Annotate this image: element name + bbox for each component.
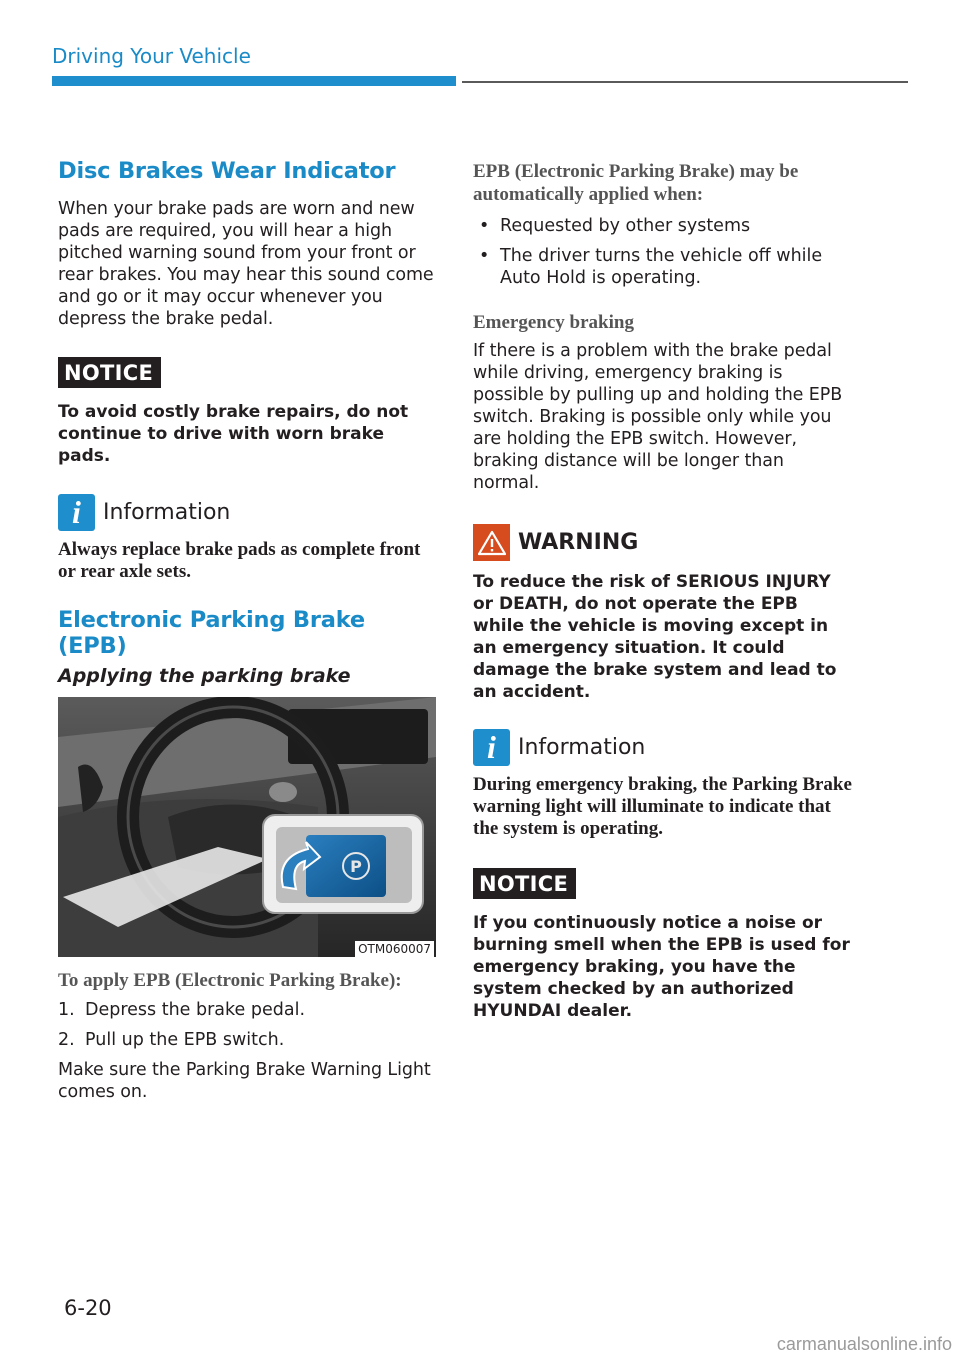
- auto-apply-heading: EPB (Electronic Parking Brake) may be automatically applied when:: [473, 161, 799, 205]
- list-item: • Requested by other systems: [479, 216, 751, 236]
- list-item: • The driver turns the vehicle off while Auto Hold is operating.: [479, 246, 823, 288]
- notice-badge: NOTICE: [473, 868, 576, 899]
- figure-code: OTM060007: [355, 941, 434, 957]
- list-item: 2. Pull up the EPB switch.: [58, 1030, 285, 1050]
- information-title: Information: [103, 500, 231, 525]
- emergency-braking-heading: Emergency braking: [473, 312, 634, 333]
- dashboard-illustration: [58, 697, 436, 957]
- notice-block-2: [473, 868, 853, 1022]
- information-icon: i: [58, 494, 95, 531]
- notice-badge: NOTICE: [58, 357, 161, 388]
- right-column: [473, 160, 853, 1022]
- header-rule-blue: [52, 76, 456, 86]
- information-header: [58, 494, 440, 531]
- disc-brakes-body: When your brake pads are worn and new pads are required, you will hear a high pitched warning sound from your front or rear brakes. You may hear this sound come and go or it may occur whenever you depress the brake pedal.: [58, 199, 434, 329]
- auto-apply-list: [473, 215, 853, 289]
- section-title-disc-brakes: Disc Brakes Wear Indicator: [58, 158, 396, 184]
- watermark: carmanualsonline.info: [776, 1334, 952, 1354]
- warning-title: WARNING: [518, 530, 639, 555]
- information-block-2: [473, 729, 853, 840]
- information-block-1: [58, 494, 440, 583]
- information-title: Information: [518, 735, 646, 760]
- apply-note: Make sure the Parking Brake Warning Light comes on.: [58, 1060, 431, 1102]
- page-number: 6-20: [64, 1296, 112, 1320]
- emergency-braking-body: If there is a problem with the brake pedal while driving, emergency braking is possible by pulling up and holding the EPB switch. Braking is possible only while you are holding the EPB switch. However, braking distance will be longer than normal.: [473, 341, 843, 493]
- warning-header: [473, 524, 853, 561]
- section-title-epb: Electronic Parking Brake (EPB): [58, 607, 365, 659]
- svg-text:P: P: [350, 857, 362, 876]
- warning-triangle-icon: [473, 524, 510, 561]
- section-subtitle-applying: Applying the parking brake: [58, 665, 351, 687]
- notice-text: If you continuously notice a noise or burning smell when the EPB is used for emergency braking, you have the system checked by an authorized HYUNDAI dealer.: [473, 913, 850, 1021]
- epb-figure: [58, 697, 436, 957]
- information-header: [473, 729, 853, 766]
- apply-steps-list: [58, 999, 440, 1051]
- information-text: During emergency braking, the Parking Brake warning light will illuminate to indicate that the system is operating.: [473, 774, 852, 839]
- warning-block: [473, 524, 853, 703]
- information-icon: i: [473, 729, 510, 766]
- notice-block-1: [58, 357, 440, 467]
- apply-epb-heading: To apply EPB (Electronic Parking Brake):: [58, 970, 402, 991]
- left-column: [58, 158, 440, 1103]
- notice-text: To avoid costly brake repairs, do not continue to drive with worn brake pads.: [58, 402, 409, 466]
- list-item: 1. Depress the brake pedal.: [58, 1000, 306, 1020]
- header-rule-grey: [462, 81, 908, 83]
- running-header: Driving Your Vehicle: [52, 44, 251, 68]
- warning-text: To reduce the risk of SERIOUS INJURY or DEATH, do not operate the EPB while the vehicle is moving except in an emergency situation. It could damage the brake system and lead to an accident.: [473, 572, 837, 702]
- information-text: Always replace brake pads as complete front or rear axle sets.: [58, 539, 421, 582]
